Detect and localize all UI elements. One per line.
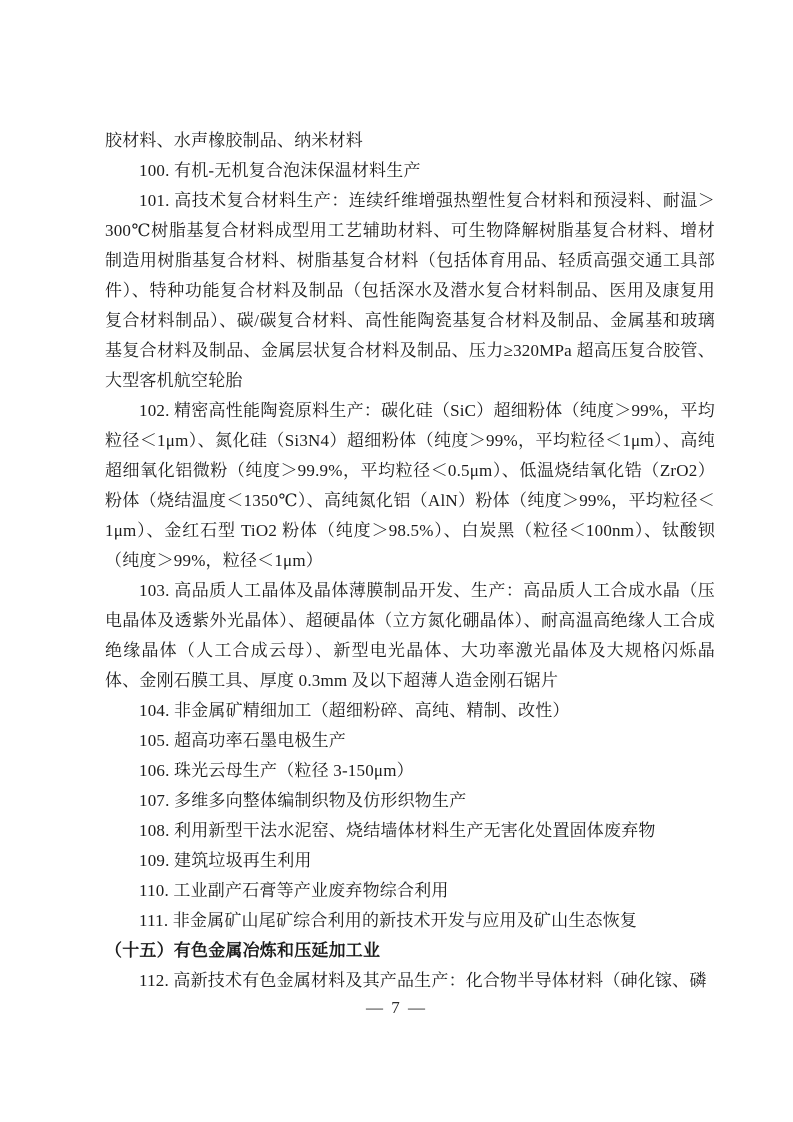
paragraph-item-112: 112. 高新技术有色金属材料及其产品生产：化合物半导体材料（砷化镓、磷 [139,971,707,990]
paragraph-item-108: 108. 利用新型干法水泥窑、烧结墙体材料生产无害化处置固体废弃物 [139,821,656,840]
paragraph-item-109: 109. 建筑垃圾再生利用 [139,851,312,870]
paragraph-item-106: 106. 珠光云母生产（粒径 3-150μm） [139,761,414,780]
paragraph-item-105: 105. 超高功率石墨电极生产 [139,731,346,750]
document-body [105,126,715,996]
paragraph-item-104: 104. 非金属矿精细加工（超细粉碎、高纯、精制、改性） [139,701,570,720]
paragraph-item-107: 107. 多维多向整体编制织物及仿形织物生产 [139,791,467,810]
paragraph-item-111: 111. 非金属矿山尾矿综合利用的新技术开发与应用及矿山生态恢复 [139,911,638,930]
paragraph-item-101: 101. 高技术复合材料生产：连续纤维增强热塑性复合材料和预浸料、耐温＞300℃树脂基复合材料成型用工艺辅助材料、可生物降解树脂基复合材料、增材制造用树脂基复合材料、树脂基复合材料（包括体育用品、轻质高强交通工具部件）、特种功能复合材料及制品（包括深水及潜水复合材料制品、医用及康复用复合材料制品）、碳/碳复合材料、高性能陶瓷基复合材料及制品、金属基和玻璃基复合材料及制品、金属层状复合材料及制品、压力≥320MPa 超高压复合胶管、大型客机航空轮胎 [105,191,715,390]
paragraph-item-110: 110. 工业副产石膏等产业废弃物综合利用 [139,881,449,900]
page-number: — 7 — [366,998,427,1017]
section-heading-15: （十五）有色金属冶炼和压延加工业 [105,941,381,960]
paragraph-item-102: 102. 精密高性能陶瓷原料生产：碳化硅（SiC）超细粉体（纯度＞99%，平均粒径＜1μm）、氮化硅（Si3N4）超细粉体（纯度＞99%，平均粒径＜1μm）、高纯超细氧化铝微粉（纯度＞99.9%，平均粒径＜0.5μm）、低温烧结氧化锆（ZrO2）粉体（烧结温度＜1350℃）、高纯氮化铝（AlN）粉体（纯度＞99%，平均粒径＜1μm）、金红石型 TiO2 粉体（纯度＞98.5%）、白炭黑（粒径＜100nm）、钛酸钡（纯度＞99%，粒径＜1μm） [105,401,715,570]
paragraph-item-103: 103. 高品质人工晶体及晶体薄膜制品开发、生产：高品质人工合成水晶（压电晶体及透紫外光晶体）、超硬晶体（立方氮化硼晶体）、耐高温高绝缘人工合成绝缘晶体（人工合成云母）、新型电光晶体、大功率激光晶体及大规格闪烁晶体、金刚石膜工具、厚度 0.3mm 及以下超薄人造金刚石锯片 [105,581,715,690]
paragraph-item-100: 100. 有机-无机复合泡沫保温材料生产 [139,161,421,180]
paragraph-continuation: 胶材料、水声橡胶制品、纳米材料 [105,131,363,150]
